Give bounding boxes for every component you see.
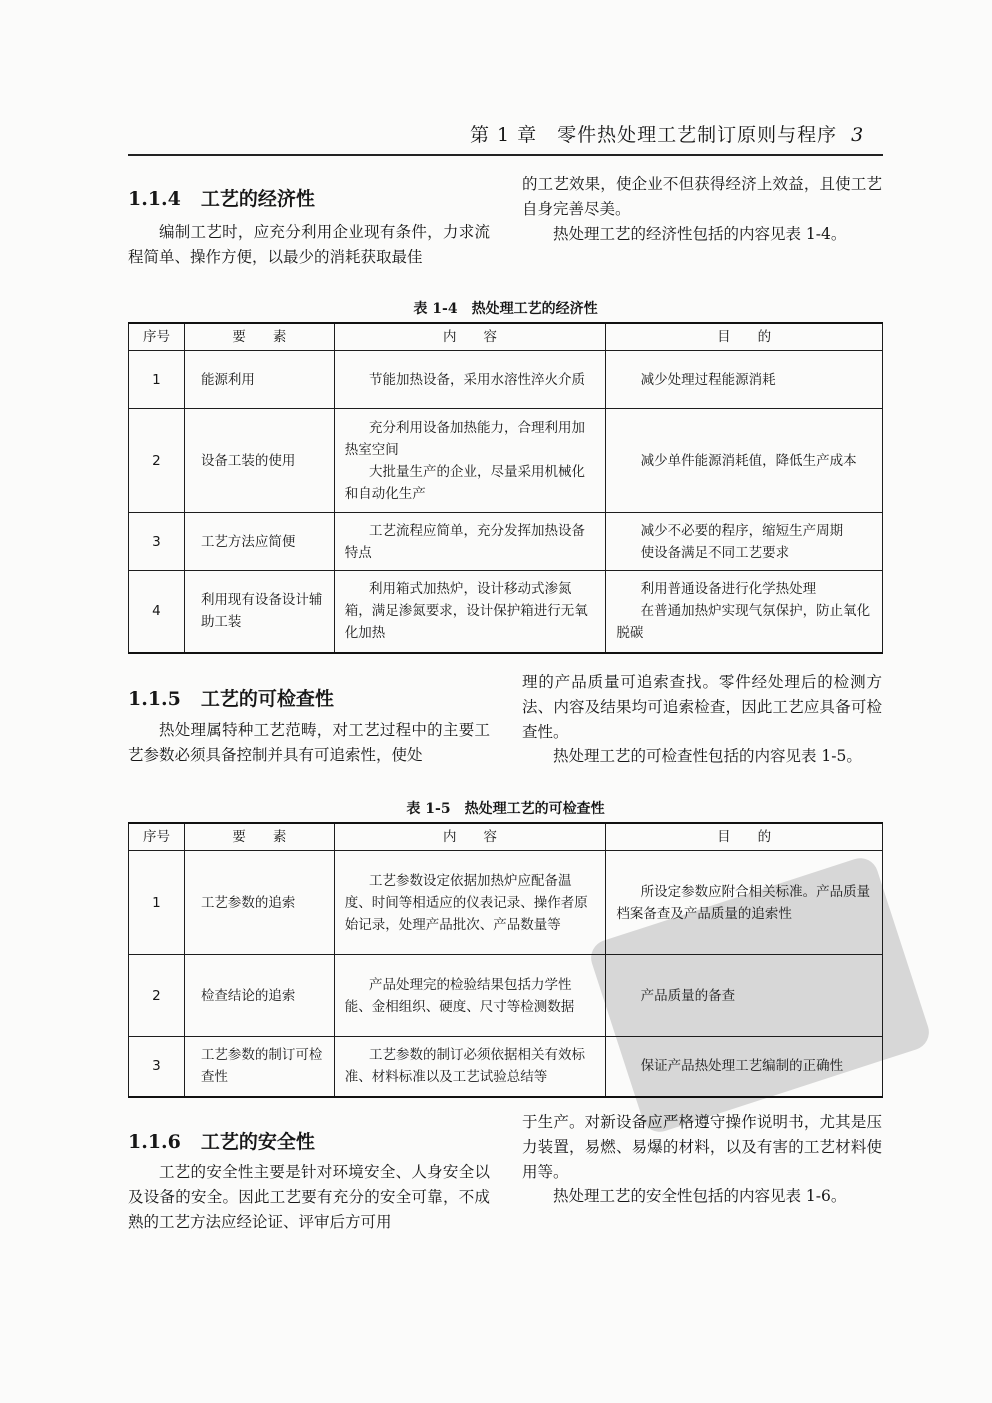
row-number: 1: [129, 351, 185, 409]
paragraph: 理的产品质量可追索查找。零件经处理后的检测方法、内容及结果均可追索检查，因此工艺应具备可检查性。: [522, 673, 882, 741]
element-cell: 工艺参数的追索: [184, 851, 334, 955]
header-rule: [128, 154, 883, 156]
paragraph: 热处理工艺的安全性包括的内容见表 1-6。: [553, 1187, 847, 1205]
content-cell: 充分利用设备加热能力，合理利用加热室空间 大批量生产的企业，尽量采用机械化和自动化生产: [334, 409, 606, 513]
row-number: 4: [129, 571, 185, 653]
table-row: [129, 1037, 883, 1097]
paragraph: 工艺的安全性主要是针对环境安全、人身安全以及设备的安全。因此工艺要有充分的安全可靠，不成熟的工艺方法应经论证、评审后方可用: [128, 1163, 490, 1231]
column-header: 要 素: [184, 323, 334, 351]
table-row: [129, 409, 883, 513]
paragraph: 的工艺效果，使企业不但获得经济上效益，且使工艺自身完善尽美。: [522, 175, 882, 218]
paragraph: 于生产。对新设备应严格遵守操作说明书，尤其是压力装置，易燃、易爆的材料，以及有害的工艺材料使用等。: [522, 1113, 882, 1181]
purpose-cell: 减少处理过程能源消耗: [606, 351, 883, 409]
paragraph: 热处理工艺的经济性包括的内容见表 1-4。: [553, 225, 847, 243]
table-header-row: [129, 323, 883, 351]
section-heading-1-1-4: 1.1.4 工艺的经济性: [128, 188, 315, 210]
column-header: 内 容: [334, 823, 606, 851]
content-cell: 利用箱式加热炉，设计移动式渗氮箱，满足渗氮要求，设计保护箱进行无氧化加热: [334, 571, 606, 653]
column-header: 要 素: [184, 823, 334, 851]
element-cell: 检查结论的追索: [184, 955, 334, 1037]
table-row: [129, 351, 883, 409]
purpose-cell: 保证产品热处理工艺编制的正确性: [606, 1037, 883, 1097]
table-header-row: [129, 823, 883, 851]
purpose-cell: 利用普通设备进行化学热处理 在普通加热炉实现气氛保护，防止氧化脱碳: [606, 571, 883, 653]
table-row: [129, 851, 883, 955]
element-cell: 设备工装的使用: [184, 409, 334, 513]
content-cell: 工艺流程应简单，充分发挥加热设备特点: [334, 513, 606, 571]
content-cell: 节能加热设备，采用水溶性淬火介质: [334, 351, 606, 409]
table-row: [129, 513, 883, 571]
row-number: 1: [129, 851, 185, 955]
paragraph: 热处理工艺的可检查性包括的内容见表 1-5。: [553, 747, 862, 765]
table-row: [129, 571, 883, 653]
row-number: 2: [129, 409, 185, 513]
table-caption: 表 1-5 热处理工艺的可检查性: [406, 801, 605, 817]
column-header: 序号: [129, 323, 185, 351]
column-header: 内 容: [334, 323, 606, 351]
row-number: 2: [129, 955, 185, 1037]
element-cell: 利用现有设备设计辅助工装: [184, 571, 334, 653]
purpose-cell: 减少单件能源消耗值，降低生产成本: [606, 409, 883, 513]
row-number: 3: [129, 1037, 185, 1097]
page-number: 3: [851, 124, 865, 146]
running-header: [470, 120, 865, 150]
element-cell: 能源利用: [184, 351, 334, 409]
row-number: 3: [129, 513, 185, 571]
table-1-5: [128, 822, 883, 1098]
element-cell: 工艺方法应简便: [184, 513, 334, 571]
section-heading-1-1-6: 1.1.6 工艺的安全性: [128, 1131, 315, 1153]
content-cell: 产品处理完的检验结果包括力学性能、金相组织、硬度、尺寸等检测数据: [334, 955, 606, 1037]
purpose-cell: 减少不必要的程序，缩短生产周期 使设备满足不同工艺要求: [606, 513, 883, 571]
column-header: 序号: [129, 823, 185, 851]
chapter-title: 第 1 章 零件热处理工艺制订原则与程序: [470, 124, 838, 146]
column-header: 目 的: [606, 823, 883, 851]
purpose-cell: 产品质量的备查: [606, 955, 883, 1037]
column-header: 目 的: [606, 323, 883, 351]
element-cell: 工艺参数的制订可检查性: [184, 1037, 334, 1097]
paragraph: 热处理属特种工艺范畴，对工艺过程中的主要工艺参数必须具备控制并具有可追索性，使处: [128, 721, 490, 764]
table-caption: 表 1-4 热处理工艺的经济性: [413, 301, 598, 317]
content-cell: 工艺参数的制订必须依据相关有效标准、材料标准以及工艺试验总结等: [334, 1037, 606, 1097]
table-row: [129, 955, 883, 1037]
table-1-4: [128, 322, 883, 654]
section-heading-1-1-5: 1.1.5 工艺的可检查性: [128, 688, 334, 710]
content-cell: 工艺参数设定依据加热炉应配备温度、时间等相适应的仪表记录、操作者原始记录，处理产品批次、产品数量等: [334, 851, 606, 955]
paragraph: 编制工艺时，应充分利用企业现有条件，力求流程简单、操作方便，以最少的消耗获取最佳: [128, 223, 490, 266]
purpose-cell: 所设定参数应附合相关标准。产品质量档案备查及产品质量的追索性: [606, 851, 883, 955]
